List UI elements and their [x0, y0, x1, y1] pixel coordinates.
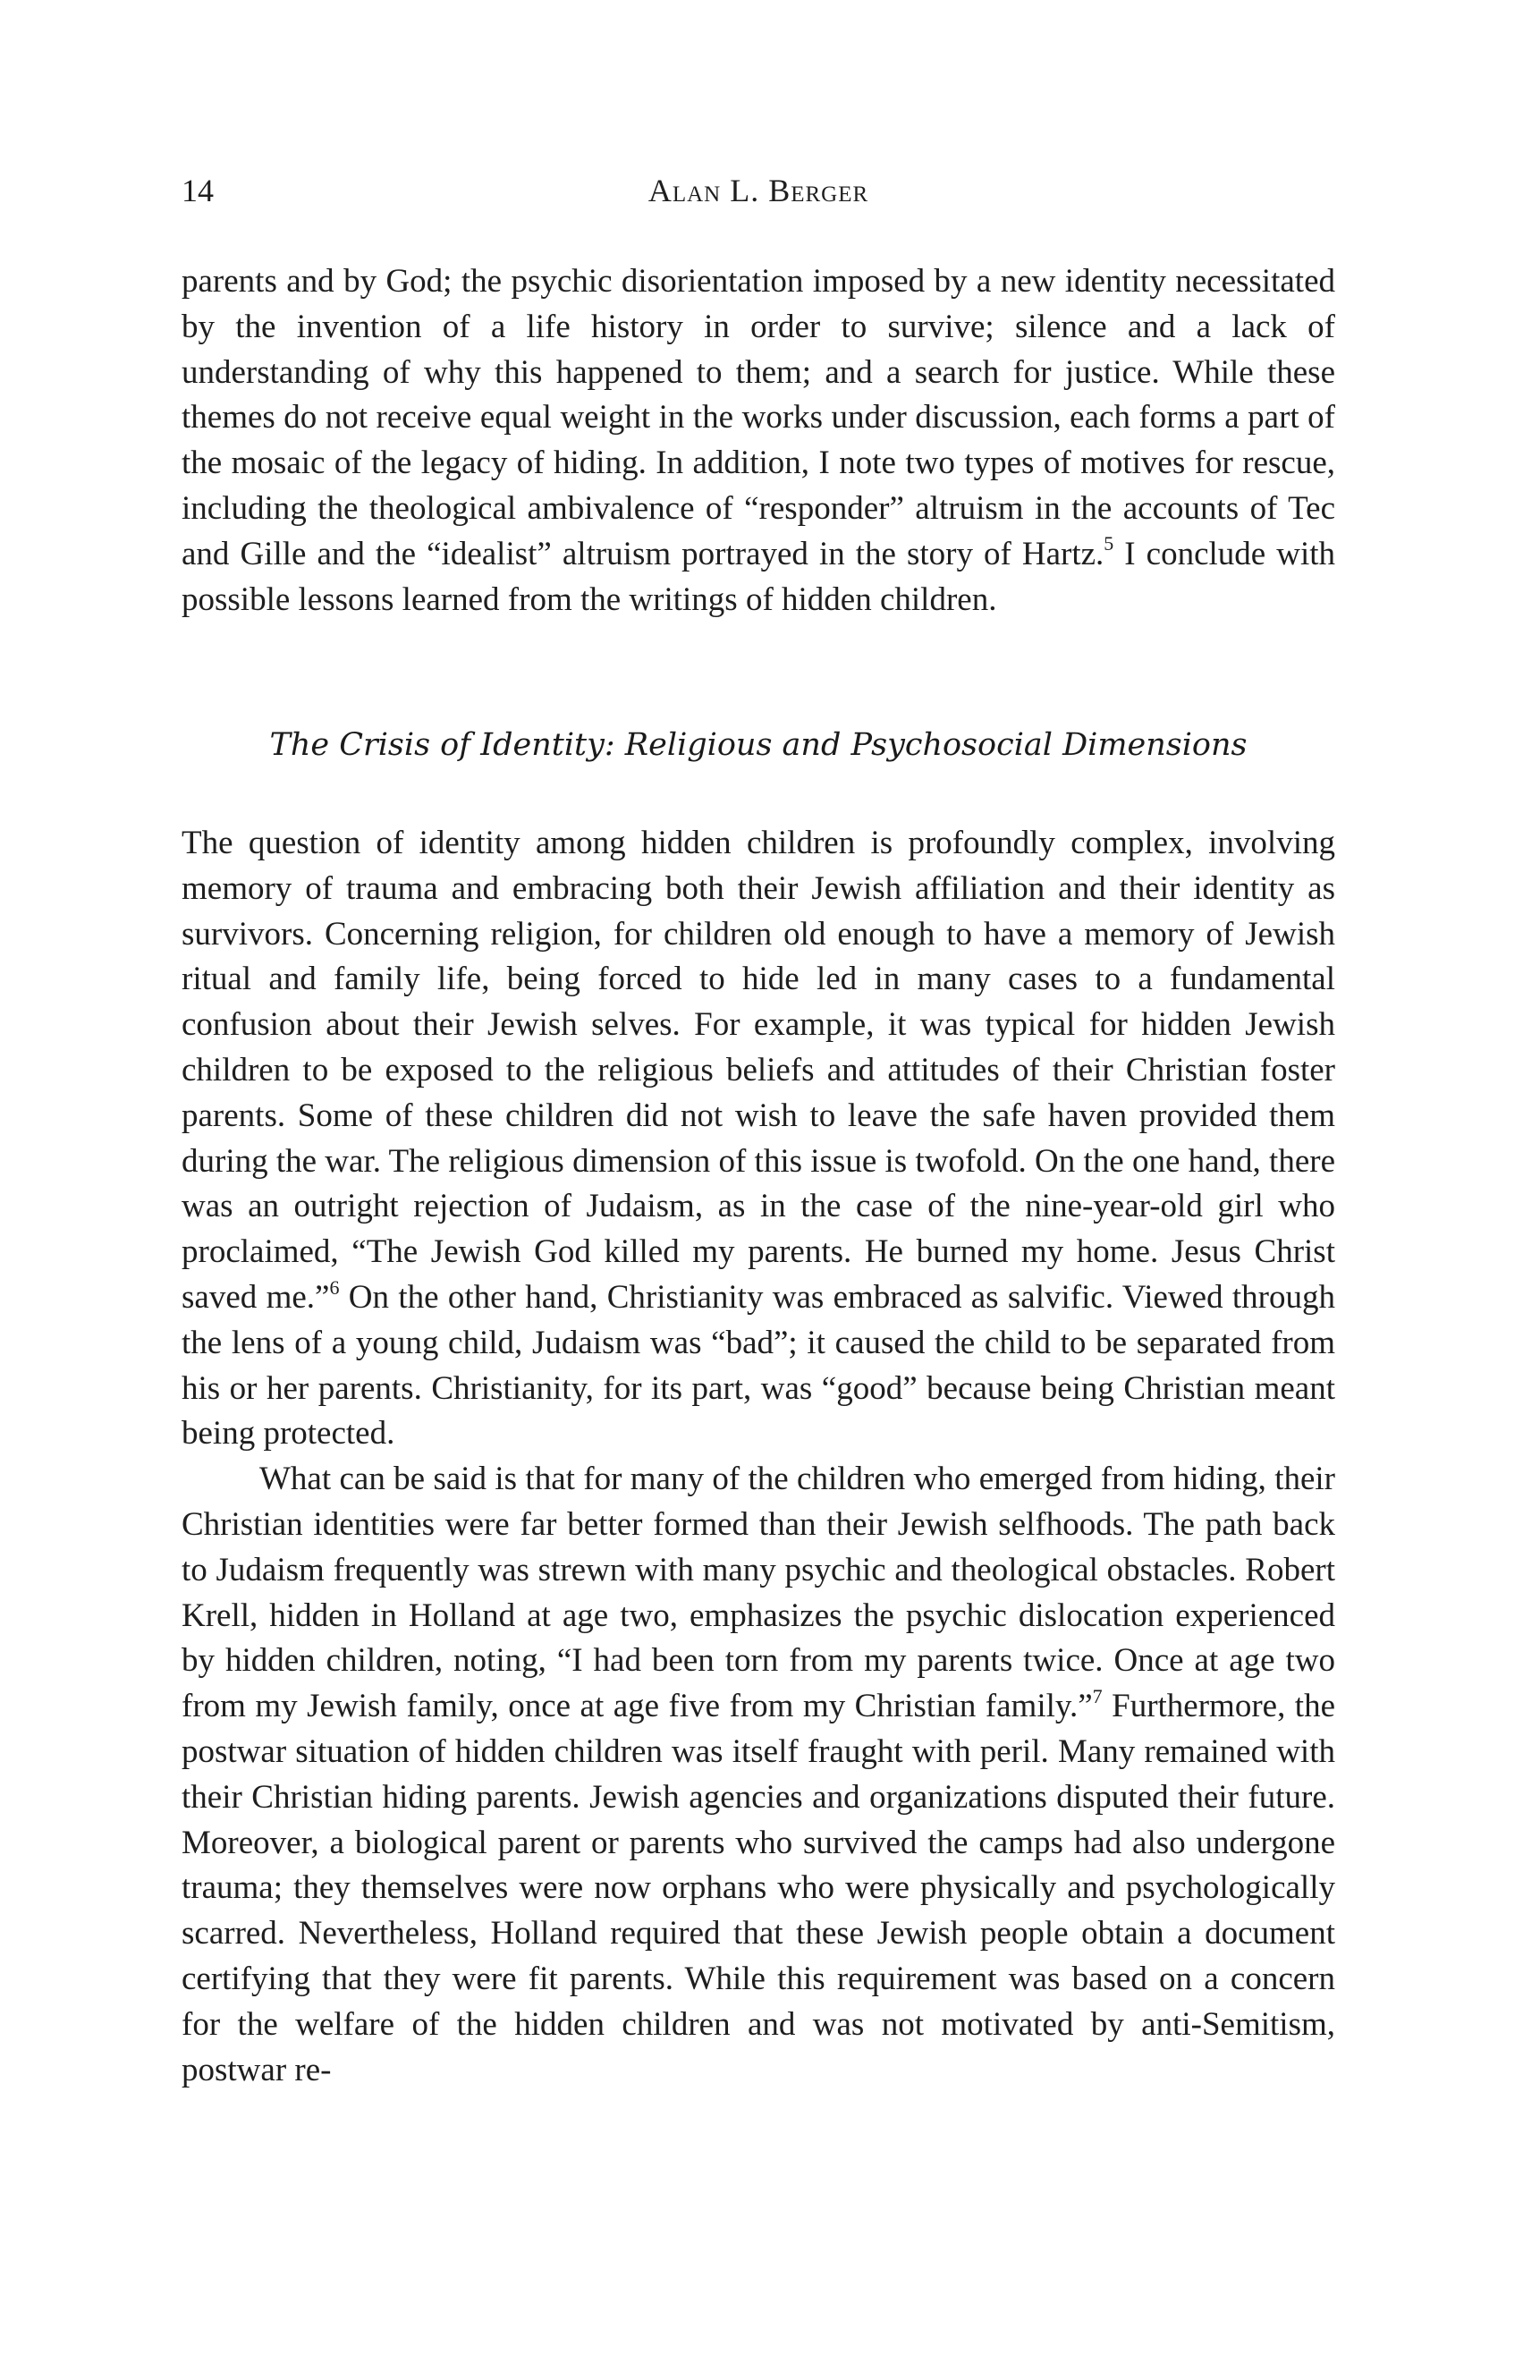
main-text-block	[182, 821, 1335, 2093]
body-paragraph-2	[182, 1457, 1335, 2093]
section-heading: The Crisis of Identity: Religious and Psychosocial Dimensions	[269, 727, 1248, 763]
intro-paragraph	[182, 259, 1335, 623]
running-head-author: Alan L. Berger	[647, 173, 869, 208]
body-paragraph-1	[182, 821, 1335, 1457]
footnote-marker-7: 7	[1092, 1684, 1103, 1707]
footnote-marker-6: 6	[329, 1275, 340, 1299]
paragraph-1-part-2: On the other hand, Christianity was embraced as salvific. Viewed through the lens of a young child, Judaism was “bad”; it caused the child to be separated from his or her parents. Christianity, for its part, was “good” because being Christian meant being protected.	[182, 1278, 1335, 1453]
paragraph-2-part-1: What can be said is that for many of the children who emerged from hiding, their Christian identities were far better formed than their Jewish selfhoods. The path back to Judaism frequently was strewn with many psychic and theological obstacles. Robert Krell, hidden in Holland at age two, emphasizes the psychic dislocation experienced by hidden children, noting, “I had been torn from my parents twice. Once at age two from my Jewish family, once at age five from my Christian family.”	[182, 1461, 1335, 1725]
page-number: 14	[182, 173, 214, 208]
paragraph-1-part-1: The question of identity among hidden children is profoundly complex, involving memory of trauma and embracing both their Jewish affiliation and their identity as survivors. Concerning religion, for children old enough to have a memory of Jewish ritual and family life, being forced to hide led in many cases to a fundamental confusion about their Jewish selves. For example, it was typical for hidden Jewish children to be exposed to the religious beliefs and attitudes of their Christian foster parents. Some of these children did not wish to leave the safe haven provided them during the war. The religious dimension of this issue is twofold. On the one hand, there was an outright rejection of Judaism, as in the case of the nine-year-old girl who proclaimed, “The Jewish God killed my parents. He burned my home. Jesus Christ saved me.”	[182, 825, 1335, 1316]
paragraph-2-part-2: Furthermore, the postwar situation of hidden children was itself fraught with peril. Many remained with their Christian hiding parents. Jewish agencies and organizations disputed their future. Moreover, a biological parent or parents who survived the camps had also undergone trauma; they themselves were now orphans who were physically and psychologically scarred. Nevertheless, Holland required that these Jewish people obtain a document certifying that they were fit parents. While this requirement was based on a concern for the welfare of the hidden children and was not motivated by anti-Semitism, postwar re-	[182, 1688, 1335, 2088]
intro-text-block	[182, 259, 1335, 623]
running-head	[182, 168, 1335, 213]
intro-text-part-2: I conclude with possible lessons learned from the writings of hidden children.	[182, 535, 1336, 618]
intro-text-part-1: parents and by God; the psychic disorientation imposed by a new identity necessitated by the invention of a life history in order to survive; silence and a lack of understanding of why this happened to them; and a search for justice. While these themes do not receive equal weight in the works under discussion, each forms a part of the mosaic of the legacy of hiding. In addition, I note two types of motives for rescue, including the theological ambivalence of “responder” altruism in the accounts of Tec and Gille and the “idealist” altruism portrayed in the story of Hartz.	[182, 263, 1335, 572]
footnote-marker-5: 5	[1104, 532, 1114, 555]
